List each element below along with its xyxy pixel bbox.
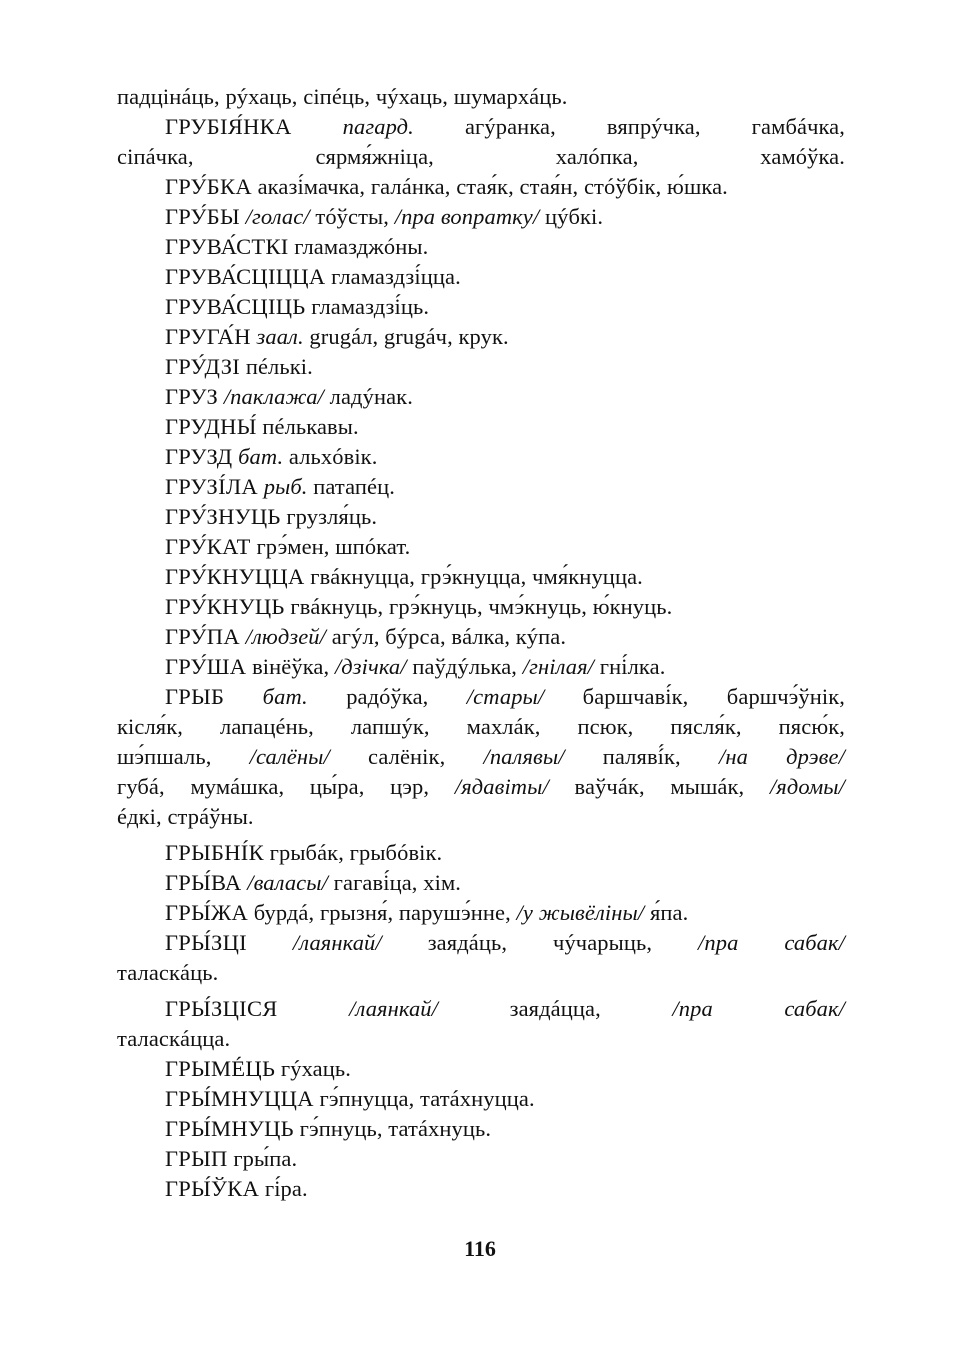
headword: ГРЫ́ЖА (165, 900, 249, 925)
dictionary-entry (165, 562, 845, 592)
headword: ГРУВА́СЦІЦЦА (165, 264, 326, 289)
headword: ГРЫ́ЎКА (165, 1176, 260, 1201)
usage-label: бат. (238, 444, 284, 469)
synonyms-text: бурдá, грызня́, парушэ́нне, (248, 900, 517, 925)
synonyms-text: баршчаві́к, баршчэ́ўнік, (544, 684, 845, 709)
synonyms-text: заядáць, чýчарыць, (381, 930, 699, 955)
synonyms-text: агýранка, вяпрýчка, гамбáчка, (413, 114, 845, 139)
synonyms-text: палявí́к, (564, 744, 719, 769)
headword: ГРУЗІ́ЛА (165, 474, 258, 499)
entry-continuation (117, 742, 845, 772)
dictionary-entry (165, 532, 845, 562)
headword: ГРЫБНІ́К (165, 840, 264, 865)
headword: ГРУБІЯ́НКА (165, 114, 292, 139)
headword: ГРЫ́ЗЦІСЯ (165, 996, 278, 1021)
entry-continuation (117, 142, 845, 172)
dictionary-entry (165, 382, 845, 412)
synonyms-text: шэ́пшаль, (117, 744, 250, 769)
synonyms-text: гэ́пнуць, татáхнуць. (293, 1116, 492, 1141)
usage-label: /голас/ (245, 204, 310, 229)
synonyms-text: я́па. (644, 900, 689, 925)
synonyms-text: гні́лка. (594, 654, 666, 679)
usage-label: /дзічка/ (334, 654, 407, 679)
dictionary-entry (165, 1114, 845, 1144)
headword: ГРЫБ (165, 684, 225, 709)
usage-label: /палявы/ (483, 744, 565, 769)
entry-continuation (117, 958, 845, 988)
dictionary-entry (165, 472, 845, 502)
synonyms-text: гагаві́ца, хім. (327, 870, 462, 895)
entry-text: падцінáць, рýхаць, сіпéць, чýхаць, шумархáць. (117, 84, 568, 109)
dictionary-entry (165, 592, 845, 622)
entry-text: сіпáчка, сярмя́жніца, халóпка, хамóўка. (117, 144, 845, 169)
dictionary-entry (165, 898, 845, 928)
entry-text: таласкáць. (117, 960, 219, 985)
synonyms-text: вінёўка, (246, 654, 335, 679)
synonyms-text: гры́па. (227, 1146, 298, 1171)
synonyms-text: грузля́ць. (280, 504, 378, 529)
synonyms-text: радóўка, (307, 684, 467, 709)
dictionary-entry (165, 202, 845, 232)
usage-label: /людзей/ (245, 624, 326, 649)
dictionary-entry (165, 1174, 845, 1204)
synonyms-text: тóўсты, (309, 204, 395, 229)
entry-text: кісля́к, лапацéнь, лапшýк, махлáк, псюк, пясля́к, пясю́к, (117, 714, 845, 739)
entry-continuation (117, 712, 845, 742)
headword: ГРУ́ДЗІ (165, 354, 241, 379)
headword: ГРУ́ПА (165, 624, 240, 649)
dictionary-entry (165, 112, 845, 142)
synonyms-text (247, 930, 293, 955)
headword: ГРУДНЫ́ (165, 414, 257, 439)
synonyms-text: аказі́мачка, галáнка, стая́к, стая́н, стóўбік, ю́шка. (251, 174, 728, 199)
usage-label: /салёны/ (249, 744, 330, 769)
synonyms-text: ваўчáк, мышáк, (548, 774, 770, 799)
dictionary-entry (165, 1144, 845, 1174)
headword: ГРУ́ЗНУЦЬ (165, 504, 281, 529)
dictionary-entry (165, 838, 845, 868)
entry-continuation (117, 772, 845, 802)
page-number: 116 (464, 1236, 496, 1261)
dictionary-entry (165, 1054, 845, 1084)
usage-label: /у жывёліны/ (516, 900, 645, 925)
usage-label: /ядомы/ (769, 774, 845, 799)
headword: ГРУВА́СЦІЦЬ (165, 294, 306, 319)
headword: ГРУЗ (165, 384, 219, 409)
headword: ГРУВА́СТКІ (165, 234, 289, 259)
headword: ГРУ́КНУЦЬ (165, 594, 285, 619)
dictionary-entry (165, 994, 845, 1024)
dictionary-entry (165, 682, 845, 712)
dictionary-entry (165, 232, 845, 262)
usage-label: /пра вопратку/ (394, 204, 540, 229)
usage-label: /гнілая/ (522, 654, 595, 679)
entry-text: éдкі, стрáўны. (117, 804, 254, 829)
usage-label: /на дрэве/ (718, 744, 845, 769)
entry-text: таласкáцца. (117, 1026, 231, 1051)
usage-label: пагард. (342, 114, 414, 139)
synonyms-text: губá, мумáшка, цы́ра, цэр, (117, 774, 455, 799)
synonyms-text: гэ́пнуцца, татáхнуцца. (313, 1086, 535, 1111)
headword: ГРУ́ША (165, 654, 247, 679)
dictionary-entry (165, 262, 845, 292)
usage-label: заал. (256, 324, 304, 349)
synonyms-text: гламаздзі́цца. (325, 264, 461, 289)
usage-label: /пра сабак/ (672, 996, 845, 1021)
dictionary-entry (165, 172, 845, 202)
synonyms-text: гвáкнуцца, грэ́кнуцца, чмя́кнуцца. (304, 564, 643, 589)
usage-label: /валасы/ (247, 870, 328, 895)
synonyms-text: ладýнак. (323, 384, 413, 409)
synonyms-text: гламаздзі́ць. (305, 294, 430, 319)
synonyms-text: альхóвік. (283, 444, 378, 469)
synonyms-text: гýхаць. (275, 1056, 351, 1081)
headword: ГРЫП (165, 1146, 228, 1171)
headword: ГРЫ́МНУЦЦА (165, 1086, 314, 1111)
synonyms-text: гвáкнуць, грэ́кнуць, чмэ́кнуць, ю́кнуць. (284, 594, 673, 619)
dictionary-entry (165, 442, 845, 472)
dictionary-entry (165, 622, 845, 652)
headword: ГРУЗД (165, 444, 233, 469)
synonyms-text (292, 114, 343, 139)
headword: ГРУ́КАТ (165, 534, 251, 559)
usage-label: /стары/ (466, 684, 545, 709)
synonyms-text: пéлькі. (240, 354, 313, 379)
dictionary-entry (165, 928, 845, 958)
usage-label: /ядавіты/ (454, 774, 549, 799)
synonyms-text (278, 996, 350, 1021)
entry-continuation (117, 82, 845, 112)
headword: ГРУ́БКА (165, 174, 252, 199)
synonyms-text: салёнік, (329, 744, 484, 769)
dictionary-entry (165, 652, 845, 682)
synonyms-text: гламазджóны. (288, 234, 429, 259)
dictionary-entry (165, 868, 845, 898)
headword: ГРЫМÉЦЬ (165, 1056, 276, 1081)
headword: ГРЫ́ЗЦІ (165, 930, 247, 955)
dictionary-entry (165, 502, 845, 532)
usage-label: /лаянкай/ (292, 930, 382, 955)
synonyms-text: grugáл, grugáч, крук. (303, 324, 509, 349)
synonyms-text: грэ́мен, шпóкат. (250, 534, 411, 559)
usage-label: бат. (262, 684, 308, 709)
entry-continuation (117, 802, 845, 832)
synonyms-text: паўдýлька, (406, 654, 523, 679)
dictionary-entry (165, 412, 845, 442)
synonyms-text (224, 684, 262, 709)
headword: ГРЫ́ВА (165, 870, 242, 895)
headword: ГРУГА́Н (165, 324, 251, 349)
usage-label: /лаянкай/ (349, 996, 438, 1021)
synonyms-text: агýл, бýрса, вáлка, кýпа. (326, 624, 567, 649)
usage-label: рыб. (263, 474, 308, 499)
headword: ГРЫ́МНУЦЬ (165, 1116, 294, 1141)
usage-label: /пра сабак/ (698, 930, 845, 955)
headword: ГРУ́КНУЦЦА (165, 564, 305, 589)
synonyms-text: пéлькавы. (256, 414, 359, 439)
dictionary-entry (165, 1084, 845, 1114)
synonyms-text: патапéц. (307, 474, 396, 499)
synonyms-text: заядáцца, (438, 996, 673, 1021)
dictionary-entry (165, 292, 845, 322)
usage-label: /паклажа/ (223, 384, 324, 409)
headword: ГРУ́БЫ (165, 204, 240, 229)
synonyms-text: цýбкі. (539, 204, 604, 229)
dictionary-entry (165, 322, 845, 352)
synonyms-text: гі́ра. (259, 1176, 308, 1201)
synonyms-text: грыбáк, грыбóвік. (263, 840, 443, 865)
entry-continuation (117, 1024, 845, 1054)
dictionary-entry (165, 352, 845, 382)
